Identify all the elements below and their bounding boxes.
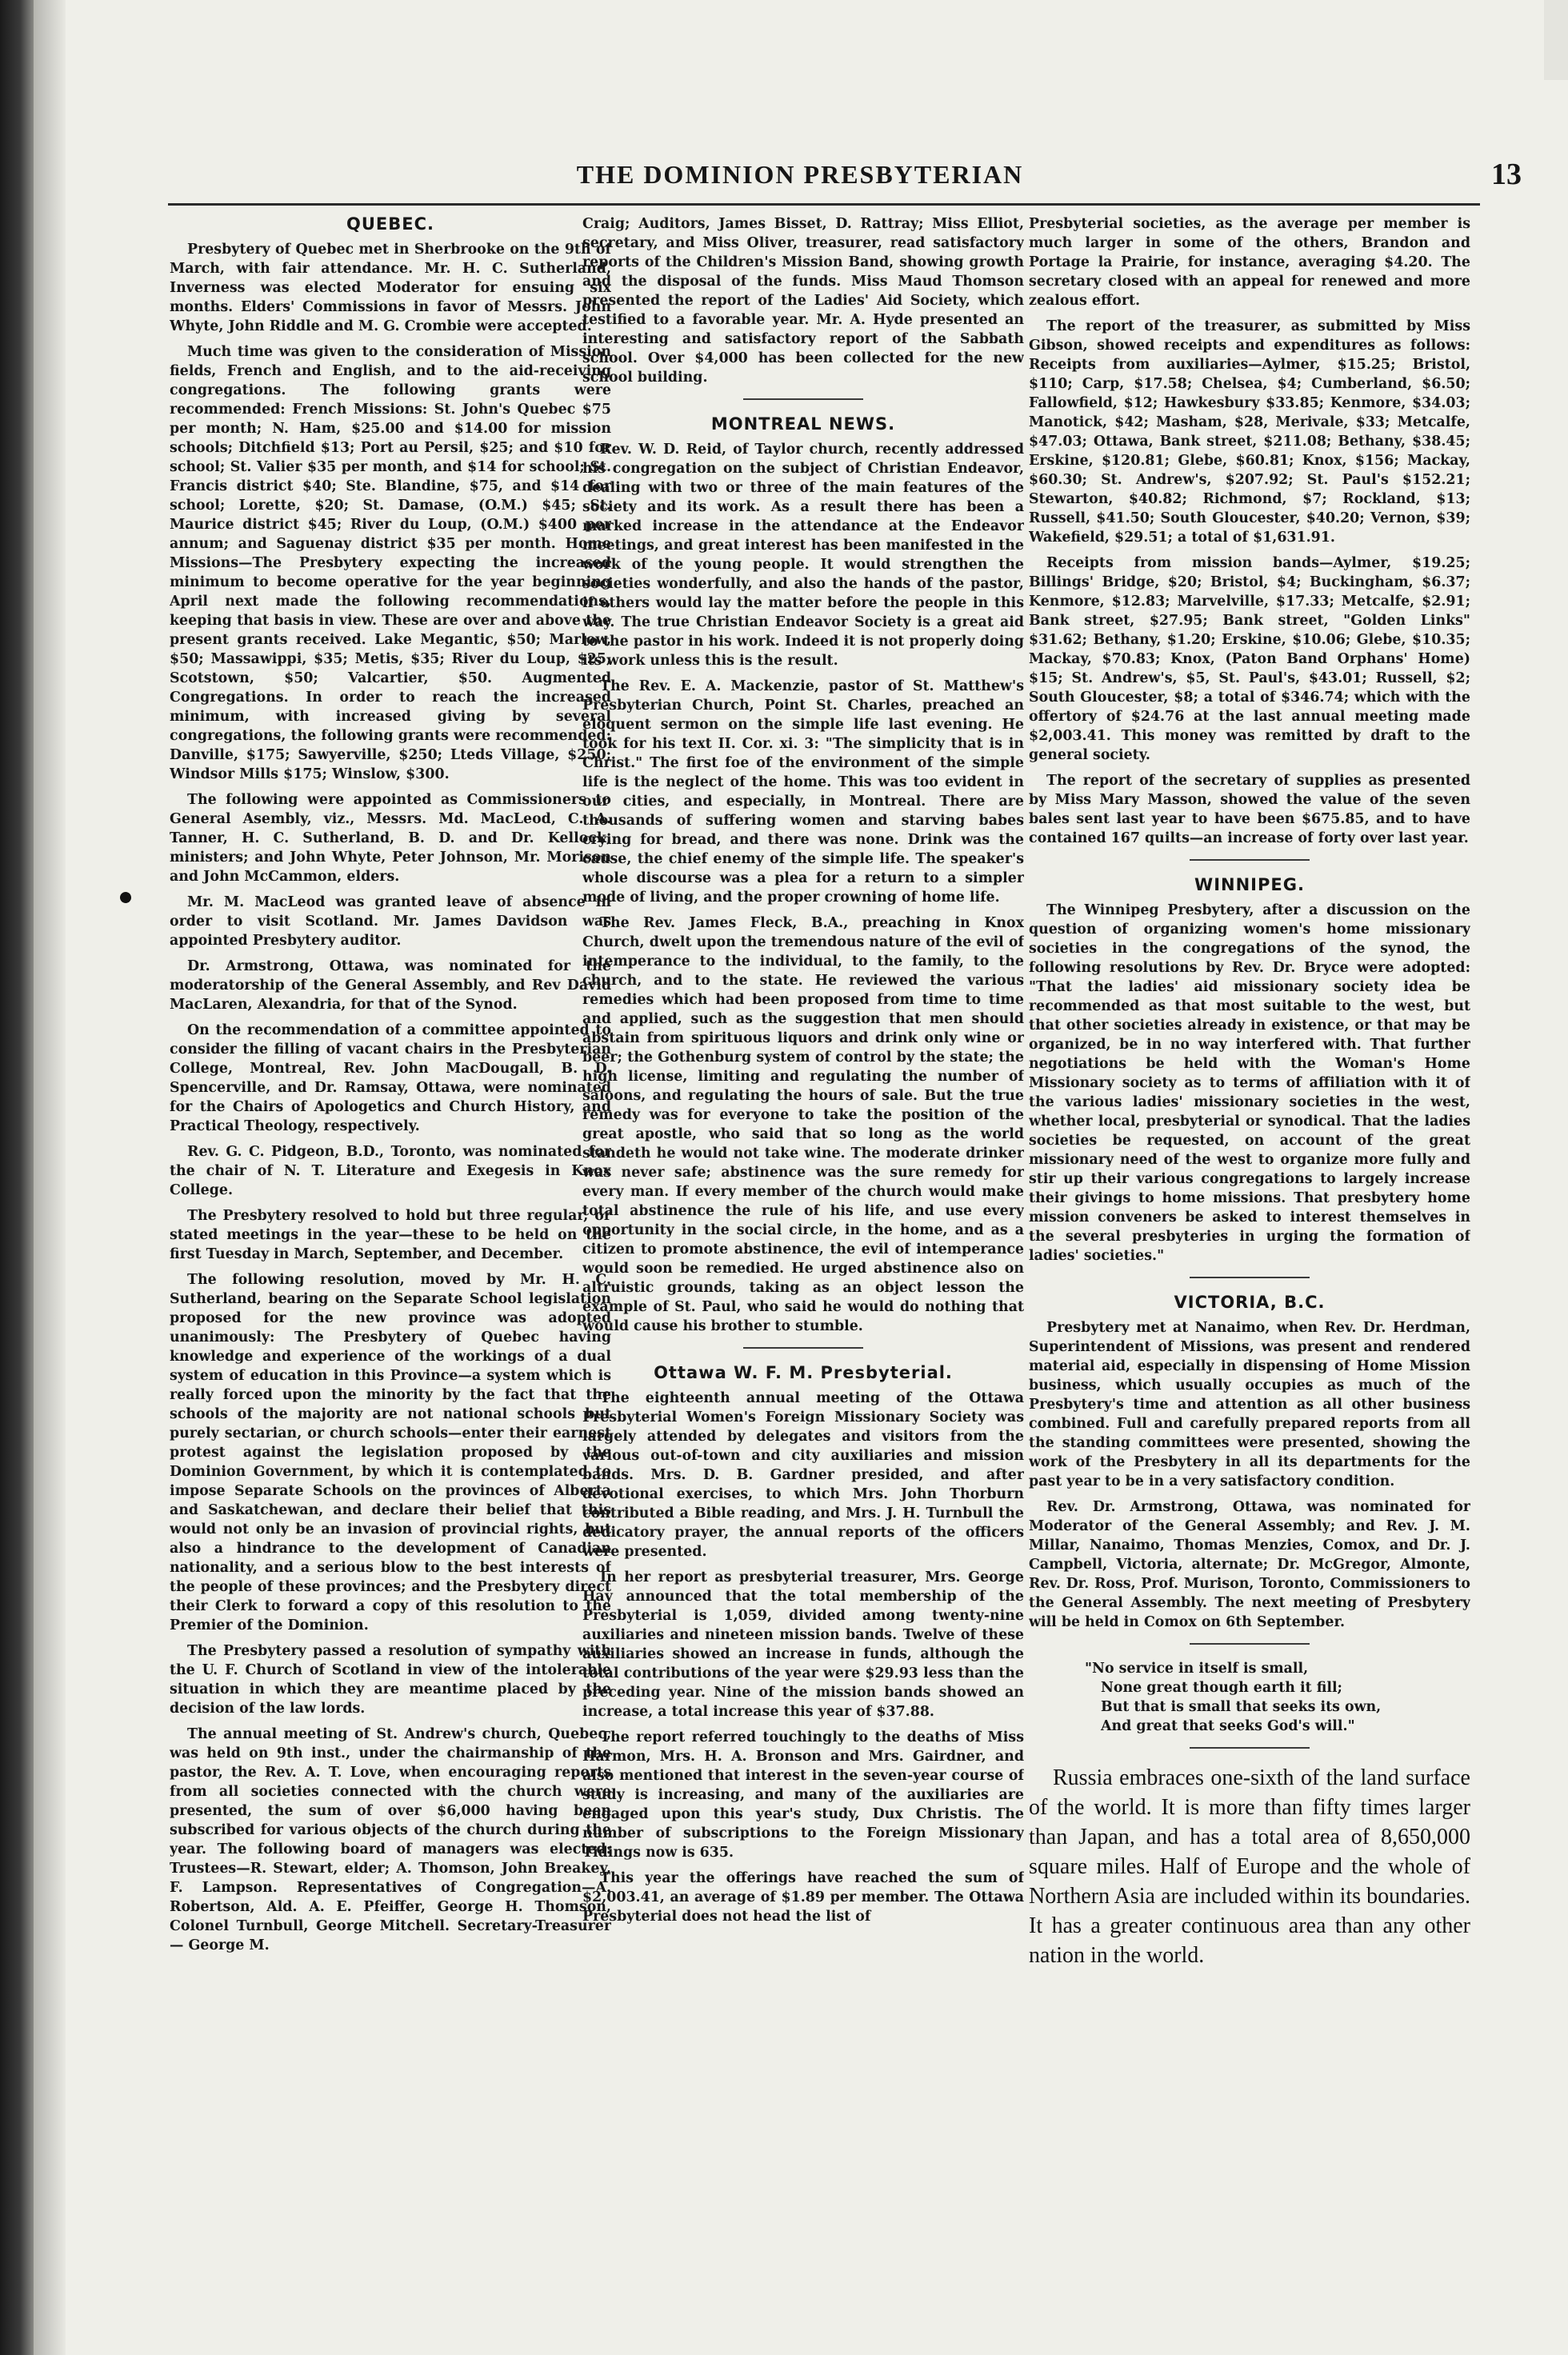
continued-paragraph: Craig; Auditors, James Bisset, D. Rattray; Miss Elliot, secretary, and Miss Oliver, treasurer, read satisfactory reports of the Children's Mission Band, showing growth and the disposal of the funds. Miss Maud Thomson presented the report of the Ladies' Aid Society, which testified to a favorable year. Mr. A. Hyde presented an interesting and satisfactory report of the Sabbath school. Over $4,000 has been collected for the new school building. [582, 216, 1024, 386]
quebec-paragraph: On the recommendation of a committee appointed to consider the filling of vacant chairs in the Presbyterian College, Montreal, Rev. John MacDougall, B. D. Spencerville, and Dr. Ramsay, Ottawa, were nominated for the Chairs of Apologetics and Church History, and Practical Theology, respectively. [170, 1022, 611, 1134]
ottawa-paragraph: This year the offerings have reached the sum of $2,003.41, an average of $1.89 per member. The Ottawa Presbyterial does not head the list of [582, 1870, 1024, 1925]
page-corner [1544, 0, 1568, 80]
page-number: 13 [1491, 158, 1522, 191]
header-rule [168, 203, 1480, 206]
russia-filler: Russia embraces one-sixth of the land surface of the world. It is more than fifty times larger than Japan, and has a total area of 8,650,000 square miles. Half of Europe and the whole of Northern Asia are included within its boundaries. It has a greater continuous area than any other nation in the world. [1029, 1765, 1470, 1968]
column-1 [170, 214, 611, 2323]
supplies-paragraph: The report of the secretary of supplies as presented by Miss Mary Masson, showed the value of the seven bales sent last year to have been $675.85, and to have contained 167 quilts—an increase of forty over last year. [1029, 773, 1470, 846]
page-fold [34, 0, 66, 2355]
quebec-paragraph: The following were appointed as Commissioners to General Asembly, viz., Messrs. Md. MacLeod, C. A. Tanner, H. C. Sutherland, B. D. and Dr. Kellock, ministers; and John Whyte, Peter Johnson, Mr. Morison and John McCammon, elders. [170, 792, 611, 885]
montreal-paragraph: The Rev. James Fleck, B.A., preaching in Knox Church, dwelt upon the tremendous nature of the evil of intemperance to the individual, to the family, to the church, and to the state. He reviewed the various remedies which had been proposed from time to time and applied, such as the suggestion that men should abstain from spirituous liquors and drink only wine or beer; the Gothenburg system of control by the state; the high license, limiting and regulating the number of saloons, and regulating the hours of sale. But the true remedy was for everyone to take the position of the great apostle, who said that so long as the world standeth he would not take wine. The moderate drinker was never safe; abstinence was the sure remedy for every man. If every member of the church would make total abstinence the rule of his life, and use every opportunity in the social circle, in the home, and as a citizen to promote abstinence, the evil of intemperance would soon be remedied. He urged abstinence also on altruistic grounds, taking as an object lesson the example of St. Paul, who said he would do nothing that would cause his brother to stumble. [582, 915, 1024, 1334]
quebec-paragraph: Dr. Armstrong, Ottawa, was nominated for the moderatorship of the General Assembly, and Rev David MacLaren, Alexandria, for that of the Synod. [170, 958, 611, 1013]
quebec-paragraph: The annual meeting of St. Andrew's church, Quebec, was held on 9th inst., under the chairmanship of the pastor, the Rev. A. T. Love, when encouraging reports from all societies connected with the church were presented, the sum of over $6,000 having been subscribed for various objects of the church during the year. The following board of managers was elected: Trustees—R. Stewart, elder; A. Thomson, John Breakey, F. Lampson. Representatives of Congregation—A. Robertson, Ald. A. E. Pfeiffer, George H. Thomson, Colonel Turnbull, George Mitchell. Secretary-Treasurer — George M. [170, 1726, 611, 1953]
section-divider [1190, 1747, 1310, 1749]
section-divider [1190, 859, 1310, 861]
column-3 [1029, 214, 1470, 2323]
montreal-paragraph: Rev. W. D. Reid, of Taylor church, recently addressed his congregation on the subject of Christian Endeavor, dealing with two or three of the main features of the society and its work. As a result there has been a marked increase in the attendance at the Endeavor meetings, and great interest has been manifested in the work of the young people. It would strengthen the societies wonderfully, and also the hands of the pastor, if others would lay the matter before the people in this way. The true Christian Endeavor Society is a great aid to the pastor in his work. Indeed it is not properly doing its work unless this is the result. [582, 442, 1024, 669]
page-header [64, 160, 1536, 205]
winnipeg-paragraph: The Winnipeg Presbytery, after a discussion on the question of organizing women's home missionary societies in the congregations of the synod, the following resolutions by Rev. Dr. Bryce were adopted: "That the ladies' aid missionary society idea be recommended as that most suitable to the west, but that other societies already in existence, or that may be organized, be in no way interfered with. That further negotiations be held with the Woman's Home Missionary society as to terms of affiliation with it of the various ladies' missionary societies in the west, whether local, presbyterial or synodical. That the ladies societies be requested, on account of the great missionary need of the west to organize more fully and stir up their various congregations to largely increase their givings to home missions. That presbytery home mission conveners be asked to interest themselves in the several presbyteries in urging the formation of ladies' societies." [1029, 902, 1470, 1264]
poem-line: "No service in itself is small, [1085, 1661, 1309, 1677]
montreal-heading: MONTREAL NEWS. [710, 414, 896, 434]
victoria-paragraph: Presbytery met at Nanaimo, when Rev. Dr. Herdman, Superintendent of Missions, was present and rendered material aid, especially in dispensing of Home Mission business, which usually occupies as much of the Presbytery's time and attention as all other business combined. Full and carefully prepared reports from all the standing committees were presented, showing the work of the Presbytery in all its departments for the past year to be in a very satisfactory condition. [1029, 1320, 1470, 1489]
section-divider [1190, 1277, 1310, 1278]
quebec-paragraph: The Presbytery resolved to hold but three regular, or stated meetings in the year—these to be held on the first Tuesday in March, September, and December. [170, 1208, 611, 1262]
ottawa-wfm-heading: Ottawa W. F. M. Presbyterial. [654, 1363, 953, 1382]
montreal-paragraph: The Rev. E. A. Mackenzie, pastor of St. Matthew's Presbyterian Church, Point St. Charles, preached an eloquent sermon on the simple life last evening. He took for his text II. Cor. xi. 3: "The simplicity that is in Christ." The first foe of the environment of the simple life is the neglect of the home. This was too evident in our cities, and especially, in Montreal. There are thousands of suffering women and starving babes crying for bread, and there was none. Drink was the cause, the chief enemy of the simple life. The speaker's whole discourse was a plea for a return to a simpler mode of living, and the proper crowning of home life. [582, 678, 1024, 906]
victoria-heading: VICTORIA, B.C. [1174, 1293, 1326, 1312]
masthead-title: THE DOMINION PRESBYTERIAN [576, 160, 1024, 189]
ink-spot [118, 890, 133, 905]
section-divider [743, 398, 863, 400]
ottawa-paragraph: The eighteenth annual meeting of the Ottawa Presbyterial Women's Foreign Missionary Society was largely attended by delegates and visitors from the various out-of-town and city auxiliaries and mission bands. Mrs. D. B. Gardner presided, and after devotional exercises, to which Mrs. John Thorburn contributed a Bible reading, and Mrs. J. H. Turnbull the dedicatory prayer, the annual reports of the officers were presented. [582, 1390, 1024, 1560]
mission-bands-paragraph: Receipts from mission bands—Aylmer, $19.25; Billings' Bridge, $20; Bristol, $4; Buckingham, $6.37; Kenmore, $12.83; Marvelville, $17.33; Metcalfe, $2.91; Bank street, $27.95; Bank street, "Golden Links" $31.62; Bethany, $1.20; Erskine, $10.06; Glebe, $10.35; Mackay, $70.83; Knox, (Paton Band Orphans' Home) $15; St. Andrew's, $5, St. Paul's, $43.01; Russell, $2; South Gloucester, $8; a total of $346.74; which with the offertory of $24.76 at the last annual meeting made $2,003.41. This money was remitted by draft to the general society. [1029, 555, 1470, 763]
quebec-paragraph: The following resolution, moved by Mr. H. C. Sutherland, bearing on the Separate School legislation proposed for the new province was adopted unanimously: The Presbytery of Quebec having knowledge and experience of the workings of a dual system of education in this Province—a system which is really forced upon the minority by the fact that the schools of the majority are not national schools but purely sectarian, or church schools—enter their earnest protest against the legislation proposed by the Dominion Government, by which it is contemplated to impose Separate Schools on the provinces of Alberta and Saskatchewan, and declare their belief that this would not only be an invasion of provincial rights, but also a hindrance to the development of Canadian nationality, and a serious blow to the best interests of the people of these provinces; and the Presbytery direct their Clerk to forward a copy of this resolution to the Premier of the Dominion. [170, 1272, 611, 1633]
quebec-heading: QUEBEC. [346, 214, 434, 234]
quebec-paragraph: Mr. M. MacLeod was granted leave of absence in order to visit Scotland. Mr. James Davidson was appointed Presbytery auditor. [170, 894, 611, 949]
victoria-paragraph: Rev. Dr. Armstrong, Ottawa, was nominated for Moderator of the General Assembly; and Rev. J. M. Millar, Nanaimo, Thomas Menzies, Comox, and Dr. J. Campbell, Victoria, alternate; Dr. McGregor, Almonte, Rev. Dr. Ross, Prof. Murison, Toronto, Commissioners to the General Assembly. The next meeting of Presbytery will be held in Comox on 6th September. [1029, 1499, 1470, 1630]
poem-line: None great though earth it fill; [1101, 1680, 1342, 1696]
quebec-paragraph: The Presbytery passed a resolution of sympathy with the U. F. Church of Scotland in view of the intolerable situation in which they are meantime placed by the decision of the law lords. [170, 1643, 611, 1717]
ottawa-paragraph: In her report as presbyterial treasurer, Mrs. George Hay announced that the total membership of the Presbyterial is 1,059, divided among twenty-nine auxiliaries and nineteen mission bands. Twelve of these auxiliaries showed an increase in funds, although the total contributions of the year were $29.93 less than the preceding year. Nine of the mission bands showed an increase, a total increase this year of $37.88. [582, 1569, 1024, 1720]
winnipeg-heading: WINNIPEG. [1194, 875, 1305, 894]
poem-line: But that is small that seeks its own, [1101, 1699, 1382, 1715]
continued-paragraph: Presbyterial societies, as the average per member is much larger in some of the others, Brandon and Portage la Prairie, for instance, averaging $4.20. The secretary closed with an appeal for renewed and more zealous effort. [1029, 216, 1470, 309]
quebec-paragraph: Rev. G. C. Pidgeon, B.D., Toronto, was nominated for the chair of N. T. Literature and Exegesis in Knox College. [170, 1144, 611, 1198]
section-divider [1190, 1643, 1310, 1645]
section-divider [743, 1347, 863, 1349]
ottawa-paragraph: The report referred touchingly to the deaths of Miss Harmon, Mrs. H. A. Bronson and Mrs. Gairdner, and also mentioned that interest in the seven-year course of study is increasing, and many of the auxiliaries are engaged upon this year's study, Dux Christis. The number of subscriptions to the Foreign Missionary Tidings now is 635. [582, 1729, 1024, 1861]
column-2 [582, 214, 1024, 2323]
poem-line: And great that seeks God's will." [1101, 1718, 1355, 1734]
page-edge-shadow [0, 0, 34, 2355]
treasurer-paragraph: The report of the treasurer, as submitted by Miss Gibson, showed receipts and expenditures as follows: Receipts from auxiliaries—Aylmer, $15.25; Bristol, $110; Carp, $17.58; Chelsea, $4; Cumberland, $6.50; Fallowfield, $12; Hawkesbury $33.85; Kenmore, $34.03; Manotick, $42; Masham, $28, Merivale, $33; Metcalfe, $47.03; Ottawa, Bank street, $211.08; Bethany, $38.45; Erskine, $120.81; Glebe, $60.81; Knox, $156; Mackay, $60.30; St. Andrew's, $207.92; St. Paul's $152.21; Stewarton, $40.82; Richmond, $7; Rockland, $13; Russell, $41.50; South Gloucester, $40.20; Vernon, $39; Wakefield, $29.51; a total of $1,631.91. [1029, 318, 1470, 546]
quebec-paragraph: Much time was given to the consideration of Mission fields, French and English, and to the aid-receiving congregations. The following grants were recommended: French Missions: St. John's Quebec $75 per month; N. Ham, $25.00 and $14.00 for mission schools; Ditchfield $13; Port au Persil, $25; and $10 for school; St. Valier $35 per month, and $14 for school; St. Francis district $40; Ste. Blandine, $75, and $14 for school; Lorette, $20; St. Damase, (O.M.) $45; St. Maurice district $45; River du Loup, (O.M.) $400 per annum; and Saguenay district $35 per month. Home Missions—The Presbytery expecting the increased minimum to become operative for the year beginning April next made the following recommendations, keeping that basis in view. These are over and above the present grants received. Lake Megantic, $50; Marlow, $50; Massawippi, $35; Metis, $35; River du Loup, $25, Scotstown, $50; Valcartier, $50. Augmented Congregations. In order to reach the increased minimum, with increased giving by several congregations, the following grants were recommended: Danville, $175; Sawyerville, $250; Lteds Village, $250; Windsor Mills $175; Winslow, $300. [170, 344, 611, 782]
quebec-paragraph: Presbytery of Quebec met in Sherbrooke on the 9th of March, with fair attendance. Mr. H. C. Sutherland, Inverness was elected Moderator for ensuing six months. Elders' Commissions in favor of Messrs. John Whyte, John Riddle and M. G. Crombie were accepted. [170, 242, 611, 334]
poem [1029, 1659, 1470, 1736]
